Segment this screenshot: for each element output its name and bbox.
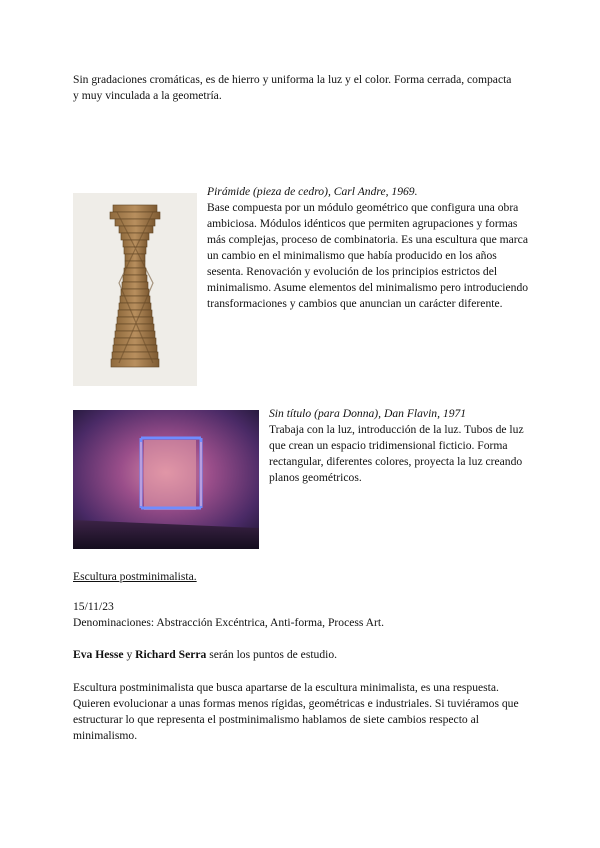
connector-text: y (123, 648, 136, 661)
andre-text-block (207, 184, 533, 312)
denominations-line: Denominaciones: Abstracción Excéntrica, Anti-forma, Process Art. (73, 616, 385, 629)
section-heading: Escultura postminimalista. (73, 570, 197, 583)
study-suffix-text: serán los puntos de estudio. (206, 648, 338, 661)
flavin-caption: Sin título (para Donna), Dan Flavin, 1971 (269, 407, 467, 420)
postminimal-body-paragraph: Escultura postminimalista que busca apartarse de la escultura minimalista, es una respuesta. Quieren evolucionar a unas formas menos rígidas, geométricas e industriales. Si tuviéramos que estructurar lo que representa el postminimalismo hablamos de siete cambios respecto al minimalismo. (73, 681, 519, 742)
artist-eva-hesse: Eva Hesse (73, 648, 124, 661)
flavin-description: Trabaja con la luz, introducción de la luz. Tubos de luz que crean un espacio tridimensional ficticio. Forma rectangular, diferentes colores, proyecta la luz creando planos geométricos. (269, 423, 524, 484)
andre-pyramid-image (73, 193, 197, 386)
andre-description: Base compuesta por un módulo geométrico que configura una obra ambiciosa. Módulos idénticos que permiten agrupaciones y formas más complejas, proceso de combinatoria. Es una escultura que marca un cambio en el minimalismo que había producido en los años sesenta. Renovación y evolución de los principios estrictos del minimalismo. Asume elementos del minimalismo pero introduciendo transformaciones y cambios que anuncian un carácter diferente. (207, 201, 529, 310)
section-date: 15/11/23 (73, 600, 114, 613)
flavin-light-image (73, 410, 259, 549)
artist-richard-serra: Richard Serra (135, 648, 207, 661)
andre-caption: Pirámide (pieza de cedro), Carl Andre, 1969. (207, 185, 418, 198)
intro-paragraph: Sin gradaciones cromáticas, es de hierro y uniforma la luz y el color. Forma cerrada, compacta y muy vinculada a la geometría. (73, 73, 512, 102)
study-subjects-line (73, 647, 533, 663)
flavin-text-block (269, 406, 533, 486)
